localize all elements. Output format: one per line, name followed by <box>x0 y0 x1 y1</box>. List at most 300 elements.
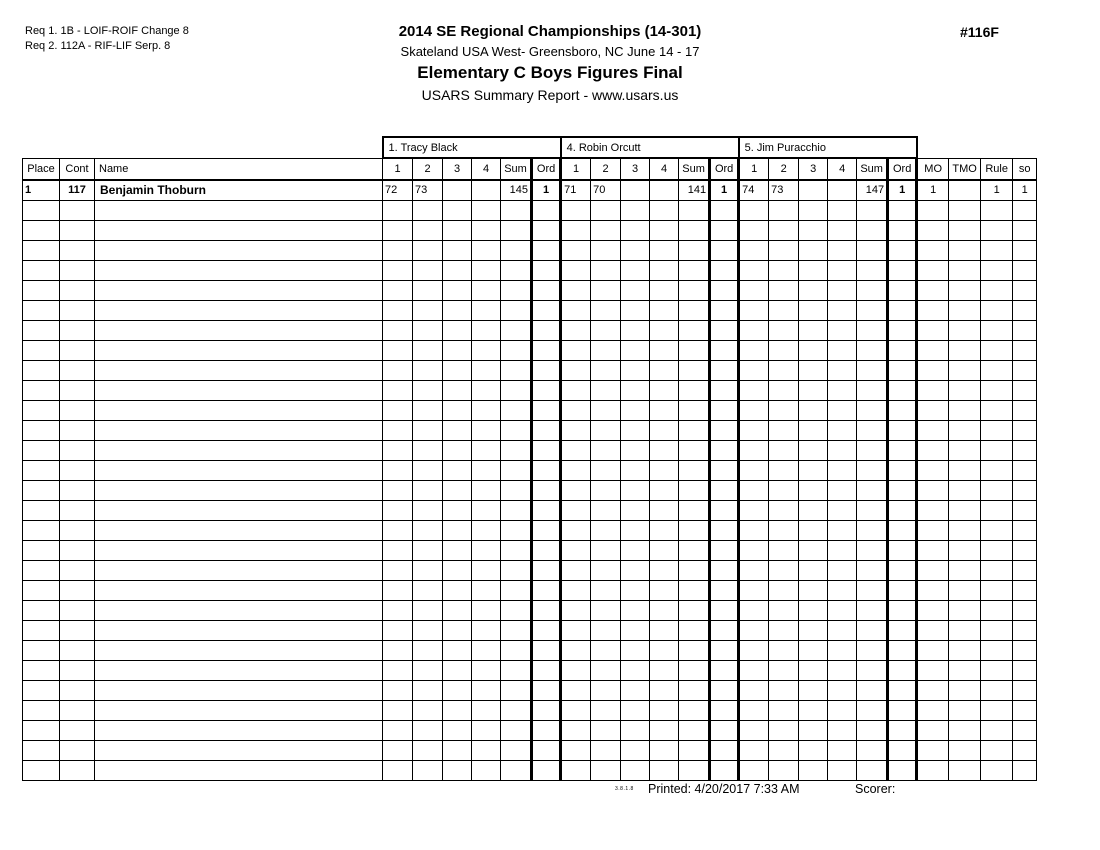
empty-cell-score <box>769 760 799 780</box>
empty-cell-name <box>95 680 383 700</box>
empty-cell-name <box>95 200 383 220</box>
empty-cell-sum <box>679 720 710 740</box>
empty-cell-ord <box>888 220 917 240</box>
empty-cell-so <box>1013 300 1037 320</box>
empty-row <box>23 540 1037 560</box>
empty-cell-score <box>828 660 857 680</box>
result-cell-mo: 1 <box>917 180 949 200</box>
empty-cell-score <box>413 220 443 240</box>
column-header-score: 3 <box>799 158 828 180</box>
empty-cell-score <box>769 540 799 560</box>
empty-cell-score <box>650 760 679 780</box>
empty-cell-score <box>650 300 679 320</box>
empty-cell-sum <box>857 560 888 580</box>
empty-cell-rule <box>981 760 1013 780</box>
empty-row <box>23 600 1037 620</box>
empty-row <box>23 340 1037 360</box>
empty-cell-name <box>95 460 383 480</box>
empty-cell-sum <box>679 200 710 220</box>
empty-cell-sum <box>501 360 532 380</box>
empty-cell-score <box>739 420 769 440</box>
empty-cell-score <box>739 580 769 600</box>
empty-cell-score <box>561 500 591 520</box>
empty-cell-score <box>472 300 501 320</box>
empty-cell-score <box>739 260 769 280</box>
empty-cell-score <box>561 520 591 540</box>
empty-cell-tmo <box>949 280 981 300</box>
empty-cell-ord <box>710 480 739 500</box>
empty-cell-sum <box>857 520 888 540</box>
empty-cell-sum <box>857 240 888 260</box>
empty-cell-ord <box>532 720 561 740</box>
empty-cell-score <box>561 220 591 240</box>
empty-cell-place <box>23 720 60 740</box>
empty-cell-rule <box>981 640 1013 660</box>
empty-cell-ord <box>532 440 561 460</box>
empty-cell-cont <box>60 340 95 360</box>
empty-cell-score <box>739 760 769 780</box>
empty-cell-ord <box>888 320 917 340</box>
empty-cell-ord <box>710 580 739 600</box>
empty-cell-score <box>769 200 799 220</box>
empty-cell-name <box>95 620 383 640</box>
empty-cell-score <box>472 680 501 700</box>
empty-cell-sum <box>501 580 532 600</box>
empty-cell-sum <box>501 740 532 760</box>
empty-row <box>23 500 1037 520</box>
empty-cell-ord <box>888 740 917 760</box>
empty-cell-ord <box>532 740 561 760</box>
empty-cell-place <box>23 300 60 320</box>
empty-cell-score <box>413 540 443 560</box>
empty-cell-name <box>95 760 383 780</box>
empty-cell-score <box>413 460 443 480</box>
empty-cell-sum <box>857 480 888 500</box>
empty-cell-name <box>95 660 383 680</box>
result-cell-score <box>621 180 650 200</box>
empty-cell-sum <box>679 640 710 660</box>
empty-cell-score <box>413 520 443 540</box>
empty-cell-score <box>621 480 650 500</box>
empty-cell-score <box>443 480 472 500</box>
result-cell-cont: 117 <box>60 180 95 200</box>
empty-cell-place <box>23 240 60 260</box>
empty-cell-score <box>828 380 857 400</box>
empty-cell-name <box>95 580 383 600</box>
empty-cell-place <box>23 620 60 640</box>
empty-cell-score <box>739 520 769 540</box>
empty-cell-sum <box>857 500 888 520</box>
empty-cell-score <box>799 420 828 440</box>
results-table <box>22 136 1037 781</box>
empty-cell-ord <box>532 700 561 720</box>
empty-cell-rule <box>981 560 1013 580</box>
empty-cell-score <box>383 500 413 520</box>
empty-cell-sum <box>679 500 710 520</box>
empty-cell-sum <box>857 660 888 680</box>
empty-cell-cont <box>60 260 95 280</box>
empty-cell-name <box>95 440 383 460</box>
empty-cell-score <box>739 700 769 720</box>
empty-cell-score <box>739 400 769 420</box>
column-header-score: 4 <box>828 158 857 180</box>
column-header-score: 2 <box>413 158 443 180</box>
empty-cell-score <box>443 320 472 340</box>
empty-cell-ord <box>710 220 739 240</box>
empty-cell-ord <box>710 200 739 220</box>
empty-cell-ord <box>710 440 739 460</box>
empty-row <box>23 420 1037 440</box>
empty-cell-sum <box>501 680 532 700</box>
empty-cell-place <box>23 260 60 280</box>
empty-cell-name <box>95 720 383 740</box>
empty-cell-sum <box>857 720 888 740</box>
empty-cell-score <box>413 420 443 440</box>
empty-cell-score <box>739 460 769 480</box>
empty-cell-tmo <box>949 760 981 780</box>
empty-cell-score <box>472 400 501 420</box>
empty-cell-ord <box>888 260 917 280</box>
empty-cell-sum <box>857 620 888 640</box>
software-version: 3.8.1.8 <box>615 786 634 792</box>
column-header-mo: MO <box>917 158 949 180</box>
empty-cell-score <box>472 200 501 220</box>
empty-cell-score <box>799 500 828 520</box>
empty-cell-mo <box>917 280 949 300</box>
column-header-score: 2 <box>769 158 799 180</box>
empty-cell-score <box>383 300 413 320</box>
empty-cell-so <box>1013 360 1037 380</box>
empty-cell-score <box>413 380 443 400</box>
empty-cell-tmo <box>949 520 981 540</box>
empty-cell-sum <box>679 320 710 340</box>
column-header-ord: Ord <box>710 158 739 180</box>
empty-cell-ord <box>532 680 561 700</box>
empty-cell-cont <box>60 580 95 600</box>
empty-cell-score <box>561 640 591 660</box>
empty-cell-score <box>383 740 413 760</box>
empty-cell-score <box>799 760 828 780</box>
empty-cell-ord <box>888 620 917 640</box>
empty-cell-sum <box>501 600 532 620</box>
empty-cell-score <box>413 500 443 520</box>
empty-cell-score <box>621 240 650 260</box>
empty-cell-rule <box>981 440 1013 460</box>
empty-cell-score <box>472 440 501 460</box>
empty-cell-so <box>1013 340 1037 360</box>
empty-cell-score <box>828 500 857 520</box>
empty-cell-place <box>23 740 60 760</box>
results-grid-wrapper <box>22 136 1037 781</box>
empty-cell-score <box>413 400 443 420</box>
column-header-score: 1 <box>383 158 413 180</box>
empty-cell-score <box>739 720 769 740</box>
empty-cell-score <box>621 740 650 760</box>
empty-cell-score <box>443 420 472 440</box>
empty-cell-rule <box>981 280 1013 300</box>
empty-cell-sum <box>679 620 710 640</box>
empty-cell-score <box>828 720 857 740</box>
empty-cell-sum <box>501 300 532 320</box>
printed-timestamp: Printed: 4/20/2017 7:33 AM <box>648 782 800 796</box>
judge-header-row <box>23 137 1037 158</box>
empty-cell-score <box>413 340 443 360</box>
empty-cell-mo <box>917 300 949 320</box>
empty-row <box>23 560 1037 580</box>
empty-cell-sum <box>857 220 888 240</box>
empty-cell-sum <box>679 280 710 300</box>
empty-cell-score <box>769 340 799 360</box>
empty-cell-score <box>799 240 828 260</box>
empty-cell-rule <box>981 400 1013 420</box>
empty-cell-ord <box>710 520 739 540</box>
empty-cell-score <box>383 540 413 560</box>
empty-cell-mo <box>917 520 949 540</box>
empty-cell-name <box>95 640 383 660</box>
empty-cell-score <box>769 560 799 580</box>
empty-cell-score <box>561 660 591 680</box>
empty-cell-cont <box>60 760 95 780</box>
empty-cell-cont <box>60 600 95 620</box>
empty-cell-ord <box>888 300 917 320</box>
empty-cell-ord <box>888 680 917 700</box>
empty-cell-ord <box>710 700 739 720</box>
empty-cell-cont <box>60 200 95 220</box>
column-header-score: 3 <box>621 158 650 180</box>
empty-cell-score <box>591 720 621 740</box>
empty-cell-score <box>621 200 650 220</box>
empty-cell-mo <box>917 700 949 720</box>
empty-row <box>23 300 1037 320</box>
empty-cell-ord <box>888 380 917 400</box>
empty-cell-so <box>1013 760 1037 780</box>
empty-cell-score <box>413 760 443 780</box>
empty-cell-score <box>799 640 828 660</box>
empty-cell-score <box>591 520 621 540</box>
empty-cell-cont <box>60 620 95 640</box>
empty-cell-score <box>443 660 472 680</box>
empty-cell-sum <box>501 280 532 300</box>
empty-cell-mo <box>917 620 949 640</box>
empty-cell-ord <box>710 260 739 280</box>
empty-cell-score <box>828 300 857 320</box>
empty-cell-sum <box>857 540 888 560</box>
empty-cell-score <box>739 540 769 560</box>
empty-cell-sum <box>501 420 532 440</box>
empty-cell-score <box>383 380 413 400</box>
empty-cell-score <box>443 300 472 320</box>
empty-cell-score <box>799 540 828 560</box>
empty-cell-sum <box>857 700 888 720</box>
empty-cell-score <box>591 440 621 460</box>
empty-cell-score <box>383 520 413 540</box>
empty-cell-sum <box>857 320 888 340</box>
column-header-score: 4 <box>472 158 501 180</box>
empty-cell-score <box>472 600 501 620</box>
empty-cell-sum <box>501 440 532 460</box>
result-cell-so: 1 <box>1013 180 1037 200</box>
event-number: #116F <box>960 24 999 40</box>
empty-cell-sum <box>679 460 710 480</box>
empty-cell-score <box>769 520 799 540</box>
empty-cell-ord <box>710 400 739 420</box>
empty-cell-score <box>650 260 679 280</box>
result-cell-score: 70 <box>591 180 621 200</box>
empty-cell-so <box>1013 240 1037 260</box>
empty-cell-score <box>443 360 472 380</box>
empty-cell-place <box>23 420 60 440</box>
empty-cell-score <box>739 680 769 700</box>
empty-cell-sum <box>857 740 888 760</box>
empty-cell-score <box>769 280 799 300</box>
empty-cell-tmo <box>949 460 981 480</box>
empty-cell-score <box>799 300 828 320</box>
empty-cell-sum <box>679 560 710 580</box>
empty-cell-ord <box>532 500 561 520</box>
empty-cell-place <box>23 460 60 480</box>
empty-cell-mo <box>917 360 949 380</box>
empty-cell-score <box>739 740 769 760</box>
empty-cell-score <box>828 400 857 420</box>
empty-cell-score <box>383 720 413 740</box>
empty-cell-sum <box>679 300 710 320</box>
empty-cell-tmo <box>949 580 981 600</box>
empty-cell-score <box>650 460 679 480</box>
empty-cell-sum <box>857 300 888 320</box>
empty-cell-ord <box>888 660 917 680</box>
empty-cell-mo <box>917 720 949 740</box>
empty-cell-mo <box>917 640 949 660</box>
empty-cell-rule <box>981 300 1013 320</box>
empty-cell-score <box>561 720 591 740</box>
empty-cell-cont <box>60 660 95 680</box>
empty-cell-score <box>413 740 443 760</box>
empty-cell-place <box>23 280 60 300</box>
empty-cell-score <box>621 400 650 420</box>
empty-cell-sum <box>501 220 532 240</box>
empty-cell-ord <box>532 460 561 480</box>
empty-cell-cont <box>60 320 95 340</box>
empty-cell-score <box>650 280 679 300</box>
empty-cell-score <box>621 520 650 540</box>
empty-cell-score <box>621 540 650 560</box>
empty-cell-ord <box>532 280 561 300</box>
empty-cell-score <box>561 580 591 600</box>
empty-cell-score <box>561 340 591 360</box>
empty-cell-score <box>621 440 650 460</box>
empty-cell-score <box>591 260 621 280</box>
empty-cell-score <box>769 740 799 760</box>
empty-row <box>23 660 1037 680</box>
empty-cell-mo <box>917 220 949 240</box>
empty-cell-score <box>621 360 650 380</box>
empty-cell-score <box>799 220 828 240</box>
empty-cell-score <box>769 660 799 680</box>
empty-cell-sum <box>679 380 710 400</box>
empty-cell-place <box>23 220 60 240</box>
empty-cell-score <box>561 540 591 560</box>
column-header-so: so <box>1013 158 1037 180</box>
empty-cell-score <box>828 600 857 620</box>
empty-cell-tmo <box>949 220 981 240</box>
empty-row <box>23 260 1037 280</box>
empty-cell-score <box>799 460 828 480</box>
empty-cell-ord <box>710 360 739 380</box>
requirement-line-1: Req 1. 1B - LOIF-ROIF Change 8 <box>25 25 189 37</box>
empty-cell-score <box>472 360 501 380</box>
empty-cell-name <box>95 220 383 240</box>
empty-cell-score <box>769 380 799 400</box>
empty-cell-tmo <box>949 680 981 700</box>
empty-cell-score <box>828 760 857 780</box>
empty-cell-score <box>828 620 857 640</box>
empty-row <box>23 460 1037 480</box>
empty-cell-score <box>769 220 799 240</box>
empty-cell-score <box>650 380 679 400</box>
empty-cell-ord <box>532 340 561 360</box>
result-cell-tmo <box>949 180 981 200</box>
empty-cell-ord <box>888 540 917 560</box>
empty-cell-score <box>650 340 679 360</box>
empty-cell-score <box>413 700 443 720</box>
empty-cell-score <box>561 420 591 440</box>
empty-cell-score <box>799 620 828 640</box>
empty-cell-ord <box>888 700 917 720</box>
empty-cell-tmo <box>949 200 981 220</box>
empty-cell-rule <box>981 360 1013 380</box>
empty-cell-score <box>739 300 769 320</box>
empty-cell-score <box>591 320 621 340</box>
empty-cell-sum <box>857 360 888 380</box>
empty-cell-sum <box>501 620 532 640</box>
empty-cell-score <box>799 680 828 700</box>
empty-cell-score <box>828 480 857 500</box>
empty-cell-score <box>383 400 413 420</box>
empty-cell-cont <box>60 700 95 720</box>
empty-row <box>23 220 1037 240</box>
empty-cell-score <box>383 340 413 360</box>
empty-cell-score <box>799 260 828 280</box>
result-cell-name: Benjamin Thoburn <box>95 180 383 200</box>
empty-cell-so <box>1013 320 1037 340</box>
empty-cell-score <box>472 460 501 480</box>
empty-cell-score <box>443 760 472 780</box>
empty-cell-sum <box>501 200 532 220</box>
empty-cell-score <box>472 280 501 300</box>
empty-cell-ord <box>710 380 739 400</box>
result-cell-score: 71 <box>561 180 591 200</box>
empty-cell-sum <box>679 420 710 440</box>
empty-cell-name <box>95 740 383 760</box>
empty-cell-ord <box>888 600 917 620</box>
empty-cell-ord <box>710 640 739 660</box>
result-cell-score <box>650 180 679 200</box>
empty-cell-so <box>1013 280 1037 300</box>
empty-cell-score <box>413 560 443 580</box>
empty-cell-so <box>1013 380 1037 400</box>
empty-cell-score <box>591 680 621 700</box>
empty-cell-ord <box>888 760 917 780</box>
empty-cell-score <box>561 600 591 620</box>
judge-row-right-spacer <box>917 137 1037 158</box>
empty-cell-ord <box>888 200 917 220</box>
empty-cell-score <box>650 440 679 460</box>
empty-cell-score <box>769 580 799 600</box>
empty-cell-score <box>443 520 472 540</box>
empty-cell-sum <box>501 240 532 260</box>
empty-cell-score <box>828 340 857 360</box>
empty-cell-score <box>799 660 828 680</box>
